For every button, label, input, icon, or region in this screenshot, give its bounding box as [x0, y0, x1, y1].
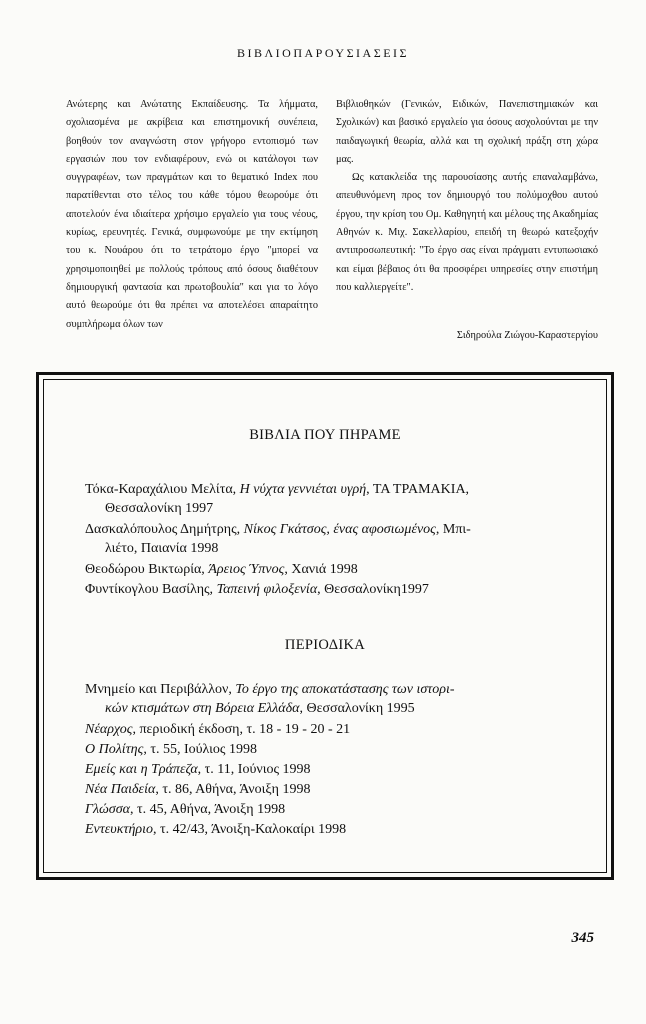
periodical-entry [85, 781, 555, 800]
entry-title-continuation: κών κτισμάτων στη Βόρεια Ελλάδα [105, 700, 300, 716]
periodical-entry [85, 681, 555, 718]
entry-details: , ΤΑ ΤΡΑΜΑΚΙΑ, [366, 482, 470, 497]
entry-author: Τόκα-Καραχάλιου Μελίτα, [85, 482, 240, 497]
entry-details: , τ. 86, Αθήνα, Άνοιξη 1998 [155, 782, 311, 797]
entry-details: , Μπι- [435, 522, 471, 537]
book-entry [85, 561, 555, 580]
periodical-entry [85, 761, 555, 780]
review-signature: Σιδηρούλα Ζιώγου-Καραστεργίου [456, 330, 598, 341]
entry-author: Φυντίκογλου Βασίλης, [85, 582, 217, 597]
review-right-column [336, 96, 598, 297]
book-entry [85, 581, 555, 600]
review-paragraph: Ως κατακλείδα της παρουσίασης αυτής επαναλαμβάνω, απευθυνόμενη προς τον δημιουργό του πολύμοχθου αυτού έργου, την κρίση του Ομ. Καθηγητή και μέλους της Ακαδημίας Αθηνών κ. Μιχ. Σακελλαρίου, επειδή τη θεωρώ κατεξοχήν αντιπροσωπευτική: "Το έργο σας είναι πράγματι εντυπωσιακό και είμαι βέβαιος ότι θα προσφέρει υπηρεσίες στην επιστήμη που καλλιεργείτε". [336, 172, 598, 293]
entry-title: Νίκος Γκάτσος, ένας αφοσιωμένος [243, 522, 436, 537]
book-entry [85, 521, 555, 558]
review-paragraph: Ανώτερης και Ανώτατης Εκπαίδευσης. Τα λήμματα, σχολιασμένα με ακρίβεια και επιστημονική συνέπεια, βοηθούν τον αναγνώστη στον γρήγορο εντοπισμό των εργασιών που τον ενδιαφέρουν, ενώ οι κατάλογοι των συγγραφέων, των πραγμάτων και το θεματικό Index που παρατίθενται στο τέλος του κάθε τόμου θεωρούμε ότι αποτελούν ένα ιδιαίτερα χρήσιμο εργαλείο για τους νέους, κυρίως, ερευνητές. Γενικά, συμφωνούμε με την εκτίμηση του κ. Νουάρου ότι το τετράτομο έργο "μπορεί να χρησιμοποιηθεί με πολλούς τρόπους από όσους διαθέτουν δημιουργική φαντασία και πρωτοβουλία" και για το λόγο αυτό θεωρούμε ότι θα πρέπει να αποτελέσει απαραίτητο συμπλήρωμα όλων των [66, 99, 318, 330]
periodical-entry [85, 821, 555, 840]
books-section-title: ΒΙΒΛΙΑ ΠΟΥ ΠΗΡΑΜΕ [249, 427, 401, 443]
periodical-entry [85, 801, 555, 820]
entry-title: Ταπεινή φιλοξενία [216, 582, 318, 597]
entry-title: Η νύχτα γεννιέται υγρή [239, 482, 367, 497]
entry-author: Δασκαλόπουλος Δημήτρης, [85, 522, 244, 537]
entry-title: Το έργο της αποκατάστασης των ιστορι- [235, 682, 455, 697]
entry-author: Μνημείο και Περιβάλλον, [85, 682, 236, 697]
entry-title: Νέα Παιδεία [85, 782, 156, 797]
entry-title: Νέαρχος [85, 722, 133, 737]
entry-title: Άρειος Ύπνος [208, 562, 285, 577]
entry-title: Εντευκτήριο [85, 822, 154, 837]
entry-details: , τ. 45, Αθήνα, Άνοιξη 1998 [129, 802, 286, 817]
received-items-box [36, 372, 614, 880]
periodical-entry [85, 741, 555, 760]
entry-title: Εμείς και η Τράπεζα [85, 762, 198, 777]
running-header: ΒΙΒΛΙΟΠΑΡΟΥΣΙΑΣΕΙΣ [236, 46, 410, 60]
entry-details: , Θεσσαλονίκη1997 [317, 582, 429, 597]
entry-title: Ο Πολίτης [85, 742, 144, 757]
entry-title: Γλώσσα [85, 802, 130, 817]
entry-continuation: λιέτο, Παιανία 1998 [105, 540, 219, 556]
periodicals-section-title: ΠΕΡΙΟΔΙΚΑ [284, 637, 366, 653]
entry-details: , περιοδική έκδοση, τ. 18 - 19 - 20 - 21 [132, 722, 351, 737]
review-paragraph: Βιβλιοθηκών (Γενικών, Ειδικών, Πανεπιστημιακών και Σχολικών) και βασικό εργαλείο για όσους ασχολούνται με την παιδαγωγική θεωρία, αλλά και τη σχολική πράξη στη χώρα μας. [336, 99, 598, 165]
entry-details: , Χανιά 1998 [284, 562, 358, 577]
entry-details: , τ. 55, Ιούλιος 1998 [143, 742, 257, 757]
page-number: 345 [571, 930, 594, 946]
entry-continuation: Θεσσαλονίκη 1997 [105, 500, 214, 516]
periodical-entry [85, 721, 555, 740]
review-left-column [66, 96, 318, 334]
entry-details: , τ. 42/43, Άνοιξη-Καλοκαίρι 1998 [153, 822, 347, 837]
entry-details: , Θεσσαλονίκη 1995 [299, 700, 415, 716]
entry-details: , τ. 11, Ιούνιος 1998 [197, 762, 311, 777]
entry-author: Θεοδώρου Βικτωρία, [85, 562, 209, 577]
book-entry [85, 481, 555, 518]
entry-continuation [85, 700, 555, 719]
